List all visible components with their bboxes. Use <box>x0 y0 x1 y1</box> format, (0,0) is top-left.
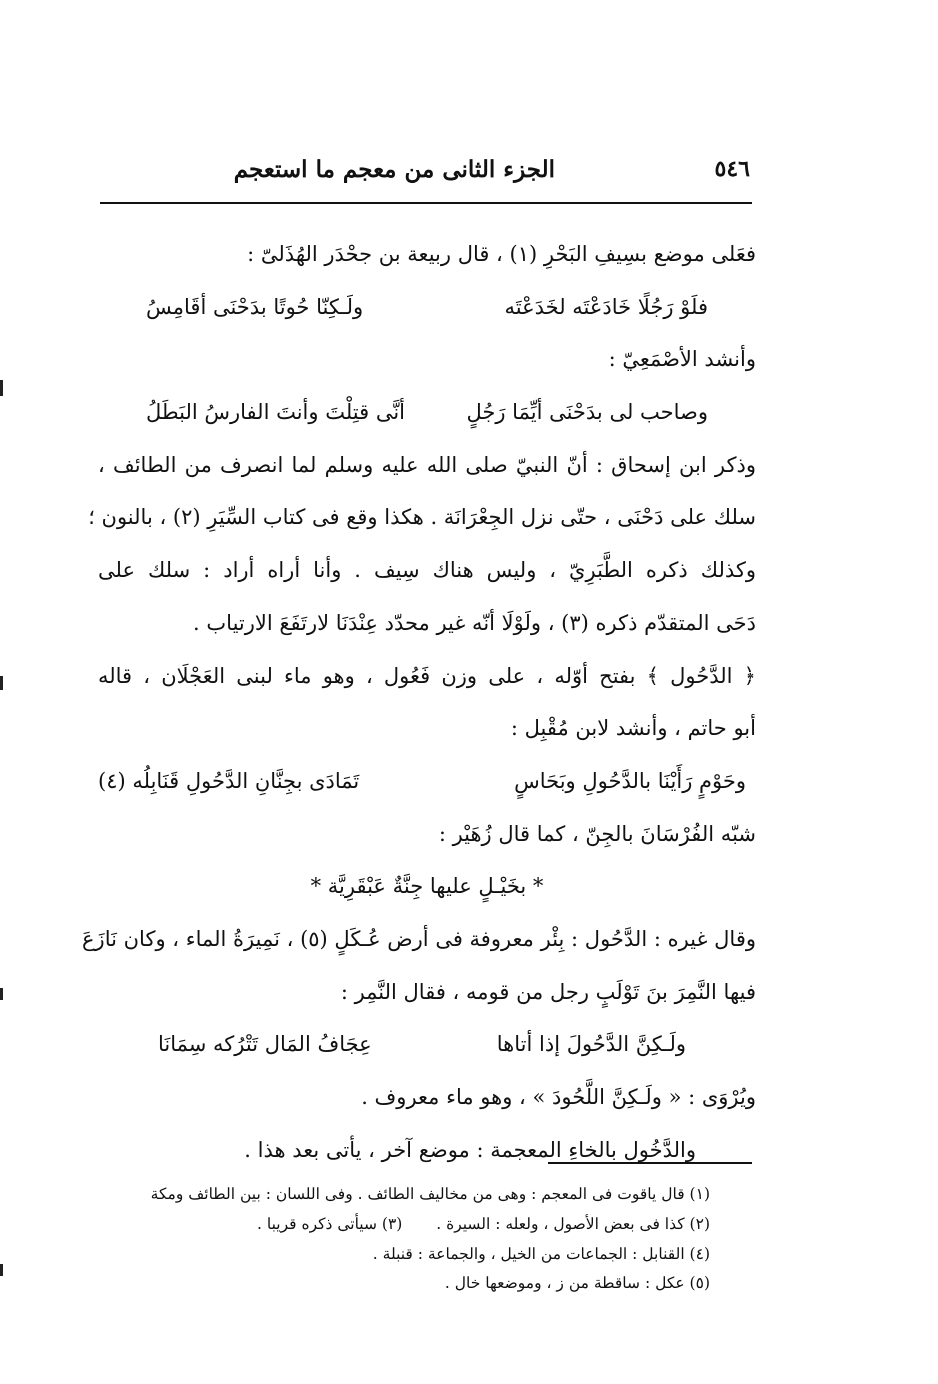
text-line: وكذلك ذكره الطَّبَرِيّ ، وليس هناك سِيف . وأنا أراه أراد : سلك على <box>98 558 757 583</box>
text-line: فعَلى موضع بسِيفِ البَحْرِ (١) ، قال ربيعة بن جحْدَر الهُذَلىّ : <box>247 242 756 266</box>
verse-first-hemistich: وصاحب لى بدَحْنَى أيِّمَا رَجُلٍ <box>466 400 708 425</box>
running-title: الجزء الثانى من معجم ما استعجم <box>233 156 555 183</box>
footnote: (٢) كذا فى بعض الأصول ، ولعله : السيرة . <box>436 1214 710 1233</box>
footnote: (٤) القنابل : الجماعات من الخيل ، والجماعة : قنبلة . <box>372 1244 710 1263</box>
verse-second-hemistich: ولَـكِنّا حُوتًا بدَحْنَى أقَامِسُ <box>146 294 364 319</box>
poetry-verse <box>98 755 756 808</box>
text-line: أبو حاتم ، وأنشد لابن مُقْبِل : <box>510 716 756 741</box>
verse-second-hemistich: عِجَافُ المَال تَتْرُكه سِمَانَا <box>158 1032 372 1057</box>
verse-second-hemistich: تَمَادَى بجِنَّانِ الدَّحُولِ قَنَابِلُه (٤) <box>98 768 360 793</box>
footnote-pair <box>98 1210 710 1240</box>
text-line: ﴿ الدَّحُول ﴾ بفتح أوّله ، على وزن فَعُول ، وهو ماء لبنى العَجْلَان ، قاله <box>98 663 756 688</box>
verse-first-hemistich: وحَوْمٍ رَأَيْنَا بالدَّحُولِ وبَحَاسٍ <box>514 768 746 793</box>
text-line: وذكر ابن إسحاق : أنّ النبيّ صلى الله عليه وسلم لما انصرف من الطائف ، <box>98 452 756 477</box>
page-number: ٥٤٦ <box>714 156 750 182</box>
verse-first-hemistich: فلَوْ رَجُلًا خَادَعْتَه لخَدَعْتَه <box>504 294 708 319</box>
text-line: فيها النَّمِرَ بنَ تَوْلَبٍ رجل من قومه ، فقال النَّمِر : <box>340 979 756 1004</box>
text-line: دَحَى المتقدّم ذكره (٣) ، ولَوْلَا أنّه غير محدّد عِنْدَنَا لارتَفَعَ الارتياب . <box>193 610 756 635</box>
scan-edge-mark <box>0 988 3 1000</box>
text-line: والدَّخُول بالخاءِ المعجمة : موضع آخر ، يأتى بعد هذا . <box>244 1137 696 1162</box>
poetry-hemistich-centered: * بخَيْـلٍ عليها جِنَّةٌ عَبْقَرِيَّة * <box>310 874 544 899</box>
text-line: شبّه الفُرْسَانَ بالجِنّ ، كما قال زُهَيْر : <box>438 821 756 846</box>
verse-first-hemistich: ولَـكِنَّ الدَّحُولَ إذا أتاها <box>496 1032 686 1057</box>
scan-edge-mark <box>0 676 3 690</box>
footnote: (٥) عكل : ساقطة من ز ، وموضعها خال . <box>444 1274 710 1293</box>
text-line: وأنشد الأصْمَعِيّ : <box>608 347 756 372</box>
poetry-verse <box>98 1018 756 1071</box>
verse-second-hemistich: أنَّى قتِلْتَ وأنتَ الفارسُ البَطَلُ <box>146 400 406 425</box>
text-line: ويُرْوَى : « ولَـكِنَّ اللَّحُودَ » ، وهو ماء معروف . <box>361 1085 756 1109</box>
poetry-verse <box>98 281 756 334</box>
footnote: (٣) سيأتى ذكره قريبا . <box>257 1214 403 1233</box>
poetry-verse <box>98 386 756 439</box>
scan-edge-mark <box>0 1264 3 1276</box>
text-line: وقال غيره : الدَّحُول : بِئْر معروفة فى أرض عُـكَلٍ (٥) ، نَمِيرَةُ الماء ، وكان نَازَعَ <box>82 926 756 951</box>
main-text <box>82 228 757 1176</box>
footnote: (١) قال ياقوت فى المعجم : وهى من مخاليف الطائف . وفى اللسان : بين الطائف ومكة <box>150 1185 710 1203</box>
header-rule <box>100 202 752 204</box>
footnotes <box>98 1180 710 1299</box>
footnote-rule <box>548 1162 752 1164</box>
text-line: سلك على دَحْنَى ، حتّى نزل الجِعْرَانَة . هكذا وقع فى كتاب السِّيَرِ (٢) ، بالنون ؛ <box>88 505 756 530</box>
scan-edge-mark <box>0 380 3 396</box>
page-header <box>100 150 750 190</box>
